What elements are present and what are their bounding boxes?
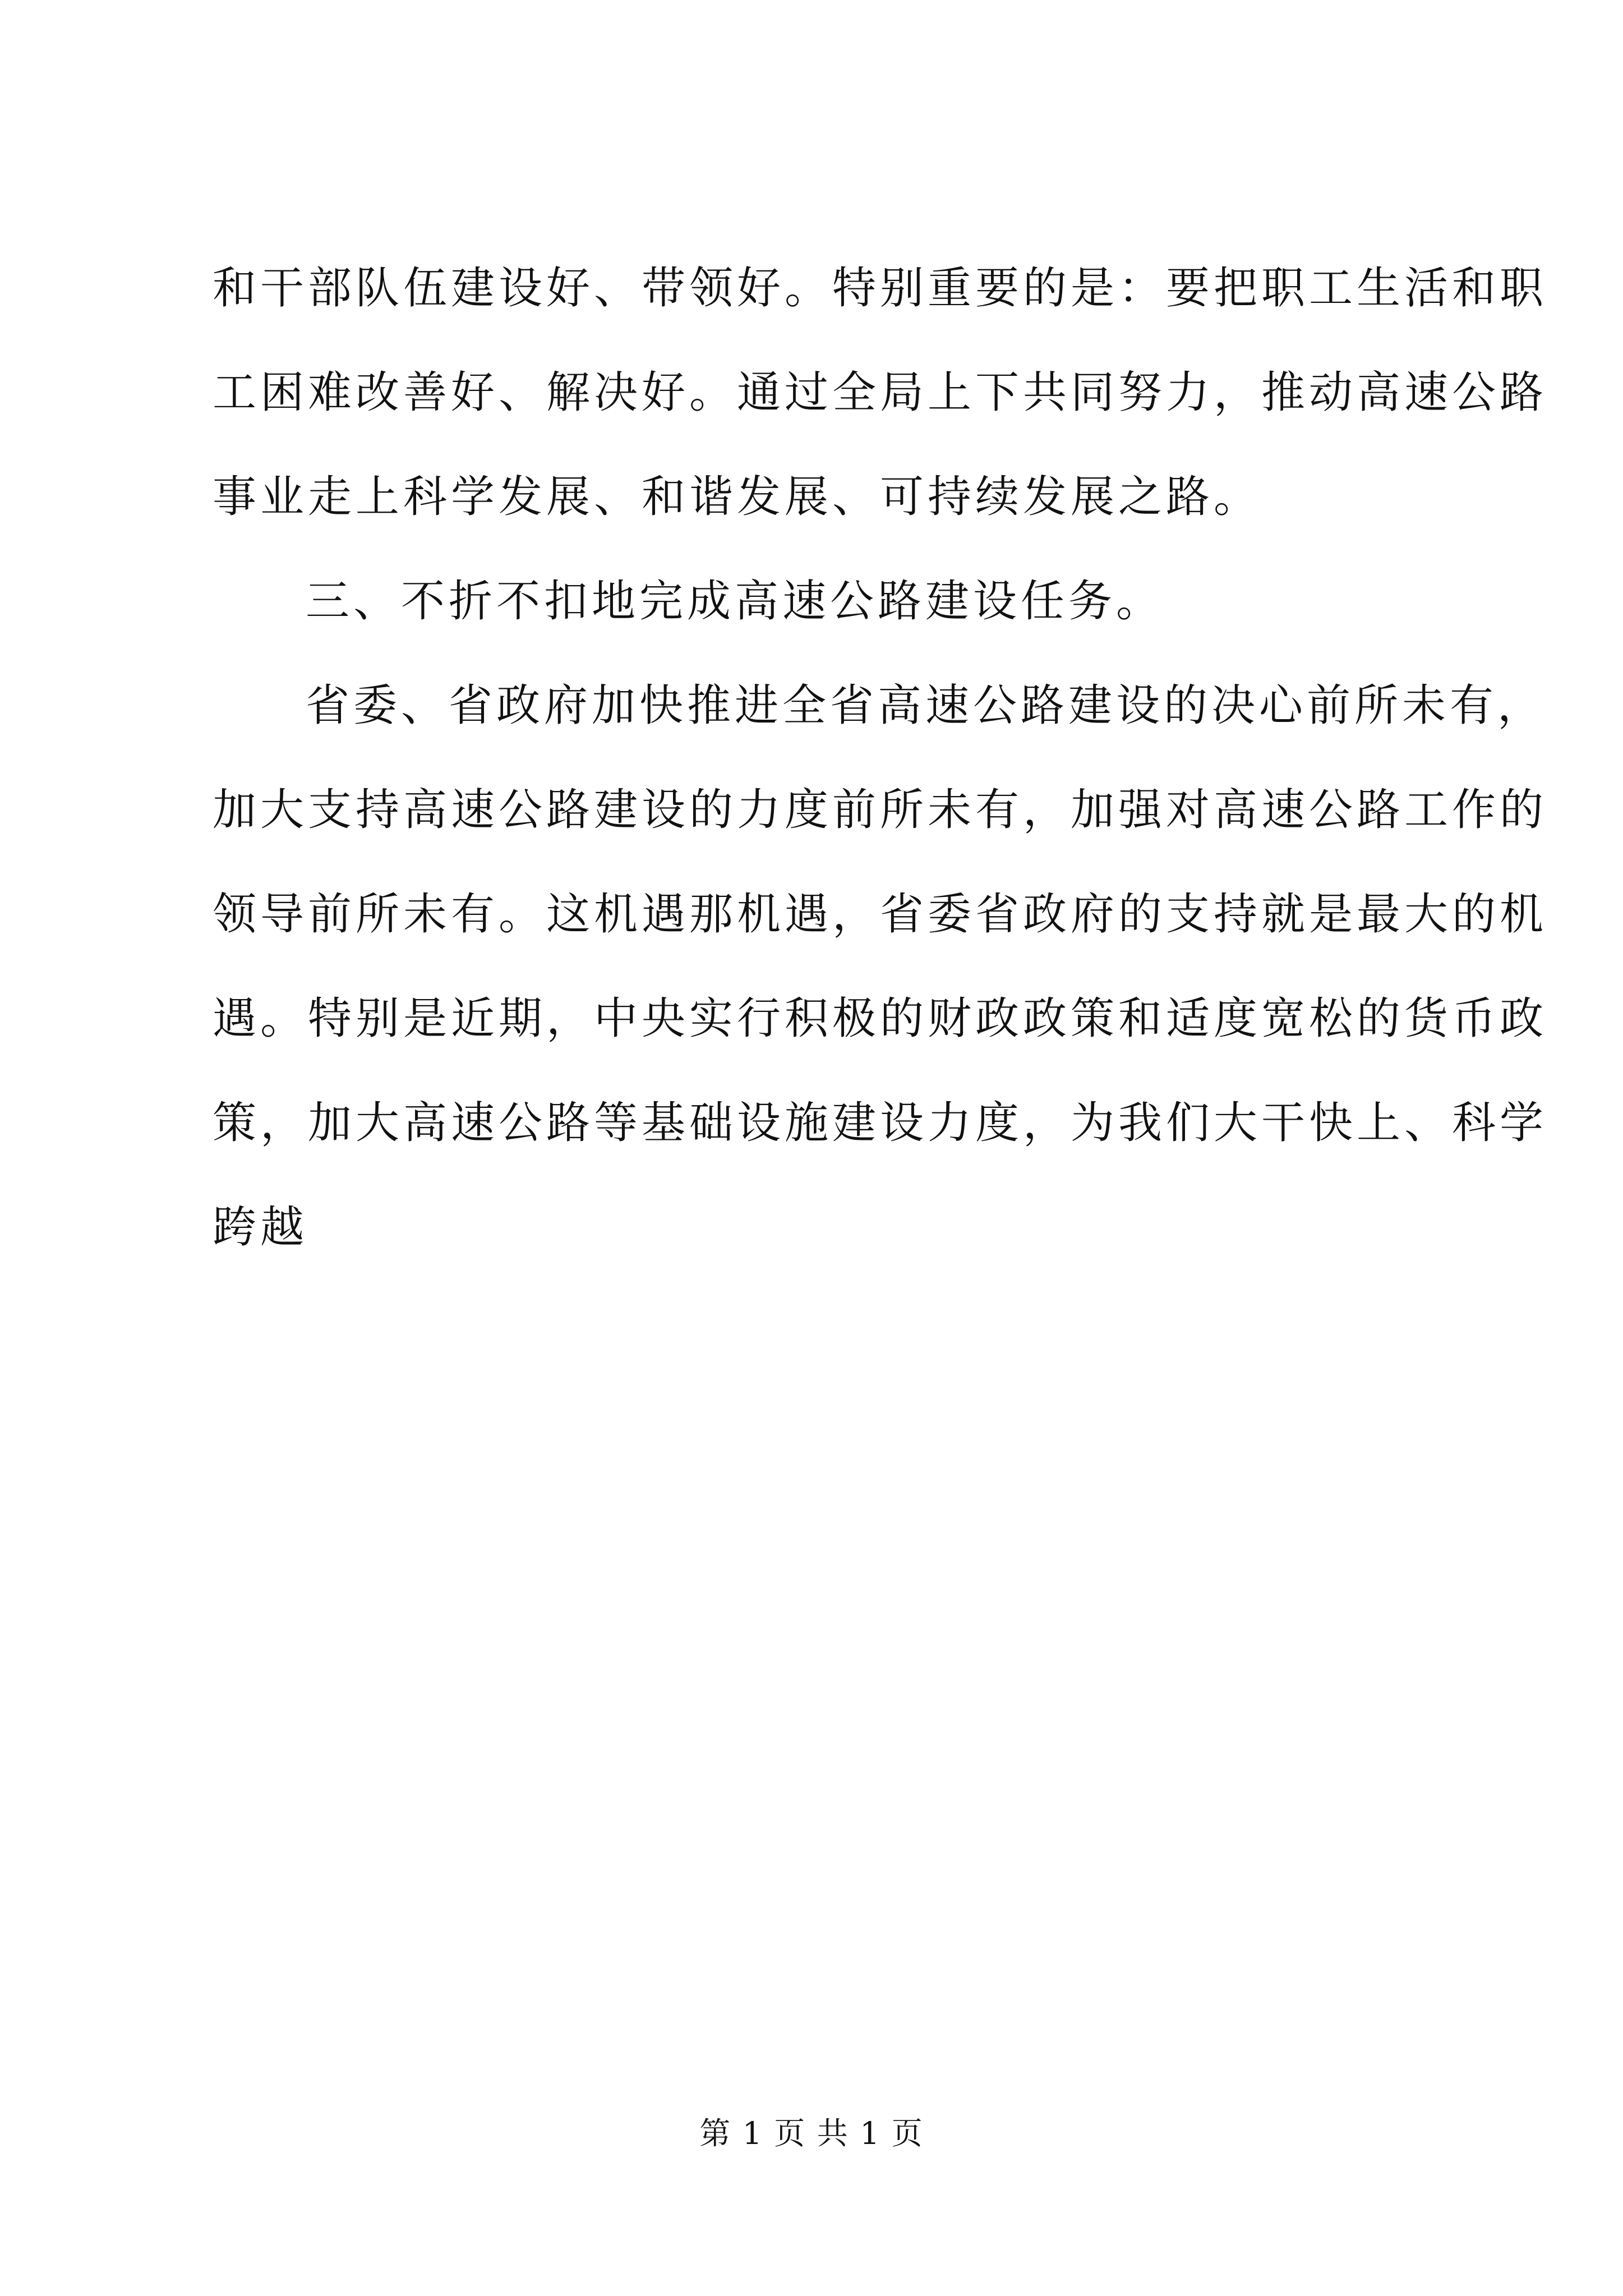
document-body [213,263,1548,1306]
text-line: 工困难改善好、解决好。通过全局上下共同努力，推动高速公路 [213,367,1548,418]
text-line: 加大支持高速公路建设的力度前所未有，加强对高速公路工作的 [213,785,1548,835]
text-line: 省委、省政府加快推进全省高速公路建设的决心前所未有， [306,680,1546,731]
page-number-footer: 第 1 页 共 1 页 [699,2115,924,2151]
section-heading: 三、不折不扣地完成高速公路建设任务。 [306,576,1164,627]
text-line: 遇。特别是近期，中央实行积极的财政政策和适度宽松的货币政 [213,993,1548,1044]
text-line: 事业走上科学发展、和谐发展、可持续发展之路。 [213,472,1262,522]
text-line: 领导前所未有。这机遇那机遇，省委省政府的支持就是最大的机 [213,889,1548,940]
text-line: 和干部队伍建设好、带领好。特别重要的是：要把职工生活和职 [213,263,1548,314]
text-line: 策，加大高速公路等基础设施建设力度，为我们大干快上、科学 [213,1098,1548,1148]
text-line: 跨越 [213,1202,308,1253]
